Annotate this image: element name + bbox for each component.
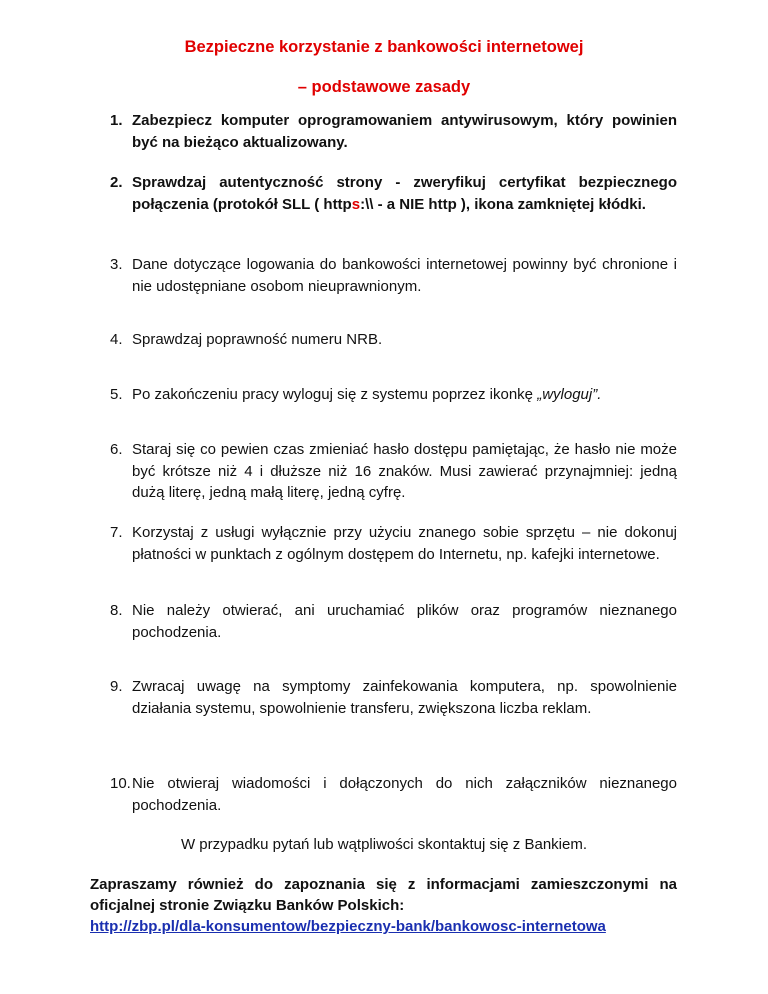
rule-4 [110, 329, 677, 351]
logout-label: „wyloguj”. [537, 386, 602, 403]
rule-8 [110, 600, 677, 643]
rule-text: Korzystaj z usługi wyłącznie przy użyciu znanego sobie sprzętu – nie dokonuj płatności w punktach z ogólnym dostępem do Internetu, np. kafejki internetowe. [132, 524, 677, 563]
rule-10 [110, 773, 677, 816]
document-subtitle: – podstawowe zasady [297, 78, 471, 96]
rule-5 [110, 384, 677, 406]
rule-7 [110, 522, 677, 565]
rule-text: Dane dotyczące logowania do bankowości internetowej powinny być chronione i nie udostępniane osobom nieuprawnionym. [132, 256, 677, 295]
rule-text: Sprawdzaj poprawność numeru NRB. [132, 331, 383, 348]
rule-text: Zwracaj uwagę na symptomy zainfekowania komputera, np. spowolnienie działania systemu, spowolnienie transferu, zwiększona liczba reklam. [132, 678, 677, 717]
rule-number: 9. [110, 678, 123, 695]
rule-number: 6. [110, 441, 123, 458]
invite-paragraph [90, 874, 677, 937]
rule-number: 8. [110, 602, 123, 619]
zbp-link[interactable]: http://zbp.pl/dla-konsumentow/bezpieczny-bank/bankowosc-internetowa [90, 918, 606, 935]
rule-6 [110, 439, 677, 504]
rule-1 [110, 110, 677, 153]
rule-number: 10. [110, 775, 131, 792]
rule-text: Zabezpiecz komputer oprogramowaniem antywirusowym, który powinien być na bieżąco aktualizowany. [132, 112, 677, 151]
invite-text: Zapraszamy również do zapoznania się z informacjami zamieszczonymi na oficjalnej stronie Związku Banków Polskich: [90, 876, 677, 914]
contact-note: W przypadku pytań lub wątpliwości skontaktuj się z Bankiem. [180, 836, 587, 853]
rule-number: 5. [110, 386, 123, 403]
rule-text-part: Sprawdzaj autentyczność strony - zweryfikuj certyfikat bezpiecznego połączenia (protokół SLL ( http [132, 174, 677, 213]
rule-3 [110, 254, 677, 297]
https-s-highlight: s [351, 195, 361, 213]
rule-text: Staraj się co pewien czas zmieniać hasło dostępu pamiętając, że hasło nie może być krótsze niż 4 i dłuższe niż 16 znaków. Musi zawierać przynajmniej: jedną dużą literę, jedną małą literę, jedną cyfrę. [132, 441, 677, 501]
rule-number: 7. [110, 524, 123, 541]
rule-text [132, 172, 677, 215]
rule-number: 4. [110, 331, 123, 348]
rule-9 [110, 676, 677, 719]
rule-number: 3. [110, 256, 123, 273]
rule-2 [110, 172, 677, 215]
rule-number: 1. [110, 112, 123, 129]
rule-text: Nie otwieraj wiadomości i dołączonych do nich załączników nieznanego pochodzenia. [132, 775, 677, 814]
rule-number: 2. [110, 174, 123, 191]
rule-text [132, 384, 677, 406]
rule-text: Nie należy otwierać, ani uruchamiać plików oraz programów nieznanego pochodzenia. [132, 602, 677, 641]
rule-text-part: :\\ - a NIE http ), ikona zamkniętej kłódki. [360, 195, 646, 213]
document-title: Bezpieczne korzystanie z bankowości internetowej [184, 38, 584, 56]
rule-text-part: Po zakończeniu pracy wyloguj się z systemu poprzez ikonkę [132, 386, 538, 403]
